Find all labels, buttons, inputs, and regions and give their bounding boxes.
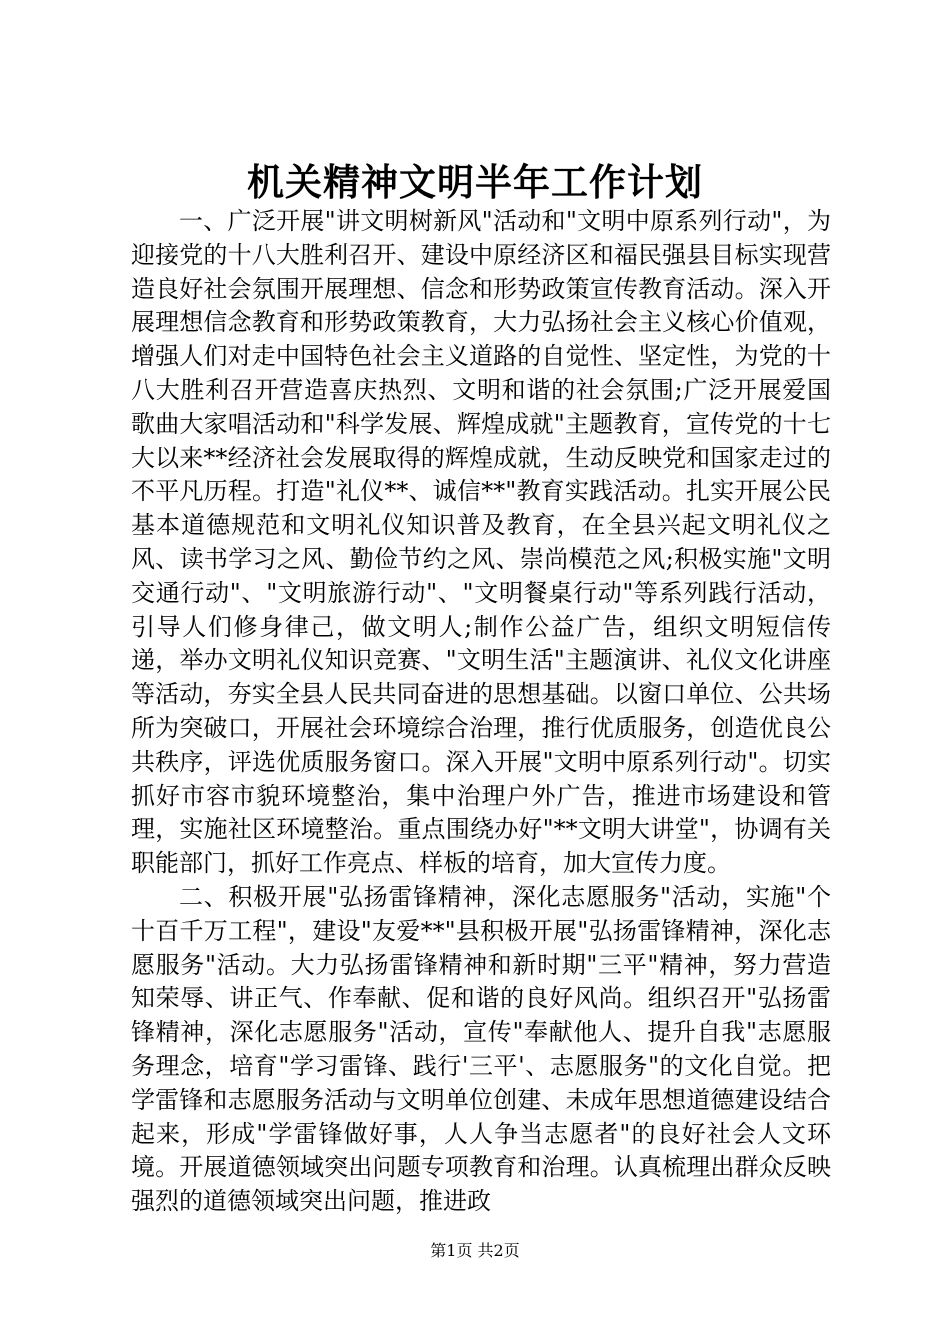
page-number-footer: 第1页 共2页 — [430, 1241, 520, 1260]
paragraph-1: 一、广泛开展"讲文明树新风"活动和"文明中原系列行动"，为迎接党的十八大胜利召开、建设中原经济区和福民强县目标实现营造良好社会氛围开展理想、信念和形势政策宣传教育活动。深入开展理想信念教育和形势政策教育，大力弘扬社会主义核心价值观，增强人们对走中国特色社会主义道路的自觉性、坚定性，为党的十八大胜利召开营造喜庆热烈、文明和谐的社会氛围;广泛开展爱国歌曲大家唱活动和"科学发展、辉煌成就"主题教育，宣传党的十七大以来**经济社会发展取得的辉煌成就，生动反映党和国家走过的不平凡历程。打造"礼仪**、诚信**"教育实践活动。扎实开展公民基本道德规范和文明礼仪知识普及教育，在全县兴起文明礼仪之风、读书学习之风、勤俭节约之风、崇尚模范之风;积极实施"文明交通行动"、"文明旅游行动"、"文明餐桌行动"等系列践行活动，引导人们修身律己，做文明人;制作公益广告，组织文明短信传递，举办文明礼仪知识竞赛、"文明生活"主题演讲、礼仪文化讲座等活动，夯实全县人民共同奋进的思想基础。以窗口单位、公共场所为突破口，开展社会环境综合治理，推行优质服务，创造优良公共秩序，评选优质服务窗口。深入开展"文明中原系列行动"。切实抓好市容市貌环境整治，集中治理户外广告，推进市场建设和管理，实施社区环境整治。重点围绕办好"**文明大讲堂"，协调有关职能部门，抓好工作亮点、样板的培育，加大宣传力度。 — [131, 207, 831, 878]
document-body — [131, 205, 831, 1219]
document-title: 机关精神文明半年工作计划 — [247, 161, 703, 204]
paragraph-2: 二、积极开展"弘扬雷锋精神，深化志愿服务"活动，实施"个十百千万工程"，建设"友爱**"县积极开展"弘扬雷锋精神，深化志愿服务"活动。大力弘扬雷锋精神和新时期"三平"精神，努力营造知荣辱、讲正气、作奉献、促和谐的良好风尚。组织召开"弘扬雷锋精神，深化志愿服务"活动，宣传"奉献他人、提升自我"志愿服务理念，培育"学习雷锋、践行'三平'、志愿服务"的文化自觉。把学雷锋和志愿服务活动与文明单位创建、未成年思想道德建设结合起来，形成"学雷锋做好事，人人争当志愿者"的良好社会人文环境。开展道德领域突出问题专项教育和治理。认真梳理出群众反映强烈的道德领域突出问题，推进政 — [131, 882, 831, 1216]
